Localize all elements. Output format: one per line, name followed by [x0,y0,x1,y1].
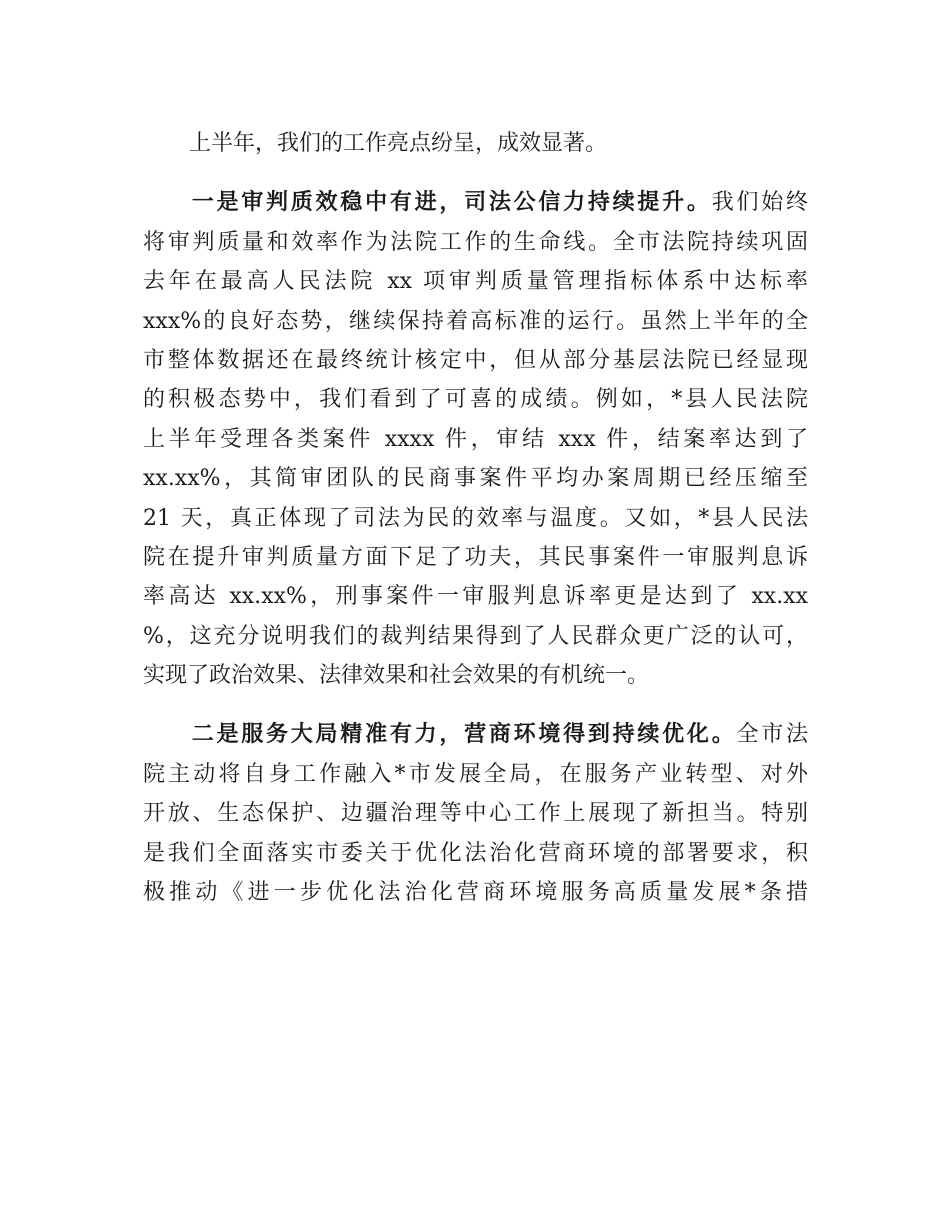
text-line: 开放、生态保护、边疆治理等中心工作上展现了新担当。特别 [143,801,808,827]
text-line [143,124,808,163]
text-line: 是我们全面落实市委关于优化法治化营商环境的部署要求，积 [143,840,808,866]
section-1-text: 我们始终 [711,190,808,216]
document-body [143,124,808,912]
text-line: 院主动将自身工作融入*市发展全局，在服务产业转型、对外 [143,761,808,787]
section-2-text: 全市法 [736,722,808,748]
text-line: 将审判质量和效率作为法院工作的生命线。全市法院持续巩固 [143,229,808,255]
text-line: xxx%的良好态势，继续保持着高标准的运行。虽然上半年的全 [143,308,808,334]
intro-paragraph [143,124,808,163]
text-line: 的积极态势中，我们看到了可喜的成绩。例如，*县人民法院 [143,387,808,413]
section-2-heading: 二是服务大局精准有力，营商环境得到持续优化。 [189,722,737,748]
text-line: 院在提升审判质量方面下足了功夫，其民事案件一审服判息诉 [143,544,808,570]
text-line: 极推动《进一步优化法治化营商环境服务高质量发展*条措 [143,880,808,906]
text-line: 实现了政治效果、法律效果和社会效果的有机统一。 [143,663,650,689]
text-line [143,183,808,222]
text-line: %，这充分说明我们的裁判结果得到了人民群众更广泛的认可， [143,623,808,649]
text-line: 去年在最高人民法院 xx 项审判质量管理指标体系中达标率 [143,269,808,295]
intro-text: 上半年，我们的工作亮点纷呈，成效显著。 [189,131,608,156]
text-line: 市整体数据还在最终统计核定中，但从部分基层法院已经显现 [143,347,808,373]
text-line: xx.xx%，其简审团队的民商事案件平均办案周期已经压缩至 [143,466,808,492]
section-1-paragraph [143,183,808,695]
section-2-paragraph [143,715,808,912]
section-1-heading: 一是审判质效稳中有进，司法公信力持续提升。 [189,190,712,216]
text-line: 21 天，真正体现了司法为民的效率与温度。又如，*县人民法 [143,505,808,531]
text-line [143,715,808,754]
text-line: 率高达 xx.xx%，刑事案件一审服判息诉率更是达到了 xx.xx [143,584,808,610]
text-line: 上半年受理各类案件 xxxx 件，审结 xxx 件，结案率达到了 [143,426,808,452]
